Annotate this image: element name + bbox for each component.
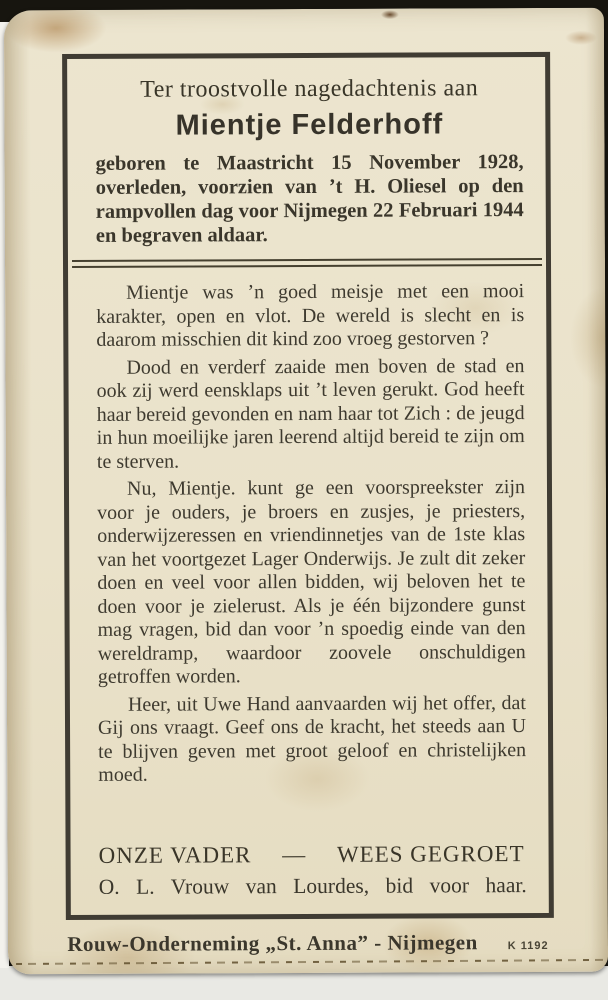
memorial-card	[4, 8, 608, 975]
memorial-paragraph-1: Mientje was ’n goed meisje met een mooi karakter, open en vlot. De wereld is slecht en is daarom misschien dit kind zoo vroeg gestorven ?	[96, 280, 525, 351]
prayer-onze-vader: ONZE VADER	[98, 842, 252, 868]
prayer-line	[99, 839, 527, 871]
intro-line: Ter troostvolle nagedachtenis aan	[140, 75, 479, 103]
print-code: K 1192	[507, 939, 549, 953]
memorial-paragraph-4: Heer, uit Uwe Hand aanvaarden wij het offer, dat Gij ons vraagt. Geef ons de kracht, het steeds aan U te blijven geven met groot geloof en christelijken moed.	[97, 691, 527, 786]
card-border-frame	[62, 52, 554, 920]
memorial-paragraph-3: Nu, Mientje. kunt ge een voorspreekster zijn voor je ouders, je broers en zusjes, je priesters, onderwijzeressen en vriendinnetjes van de 1ste klas van het voortgezet Lager Onderwijs. Je zult dit zeker doen en veel voor allen bidden, wij beloven het te doen voor je zielerust. Als je één bijzondere gunst mag vragen, bid dan voor ’n spoedig einde van den wereldramp, waardoor zoovele onschuldigen getroffen worden.	[97, 476, 526, 688]
deceased-name: Mientje Felderhoff	[175, 108, 444, 142]
invocation-line: O. L. Vrouw van Lourdes, bid voor haar.	[98, 873, 527, 899]
double-rule-divider	[72, 258, 542, 268]
prayer-dash: —	[282, 842, 307, 868]
publisher-line: Rouw-Onderneming „St. Anna” - Nijmegen	[67, 930, 478, 957]
card-footer	[8, 930, 608, 969]
life-details: geboren te Maastricht 15 November 1928, overleden, voorzien van ’t H. Oliesel op den rampvollen dag voor Nijmegen 22 Februari 1944 en begraven aldaar.	[95, 151, 524, 247]
memorial-paragraph-2: Dood en verderf zaaide men boven de stad en ook zij werd eensklaps uit ’t leven gerukt. God heeft haar bereid gevonden en nam haar tot Zich : de jeugd in hun moeilijke jaren leerend altijd bereid te zijn om te sterven.	[96, 354, 525, 473]
prayer-wees-gegroet: WEES GEGROET	[336, 841, 525, 867]
